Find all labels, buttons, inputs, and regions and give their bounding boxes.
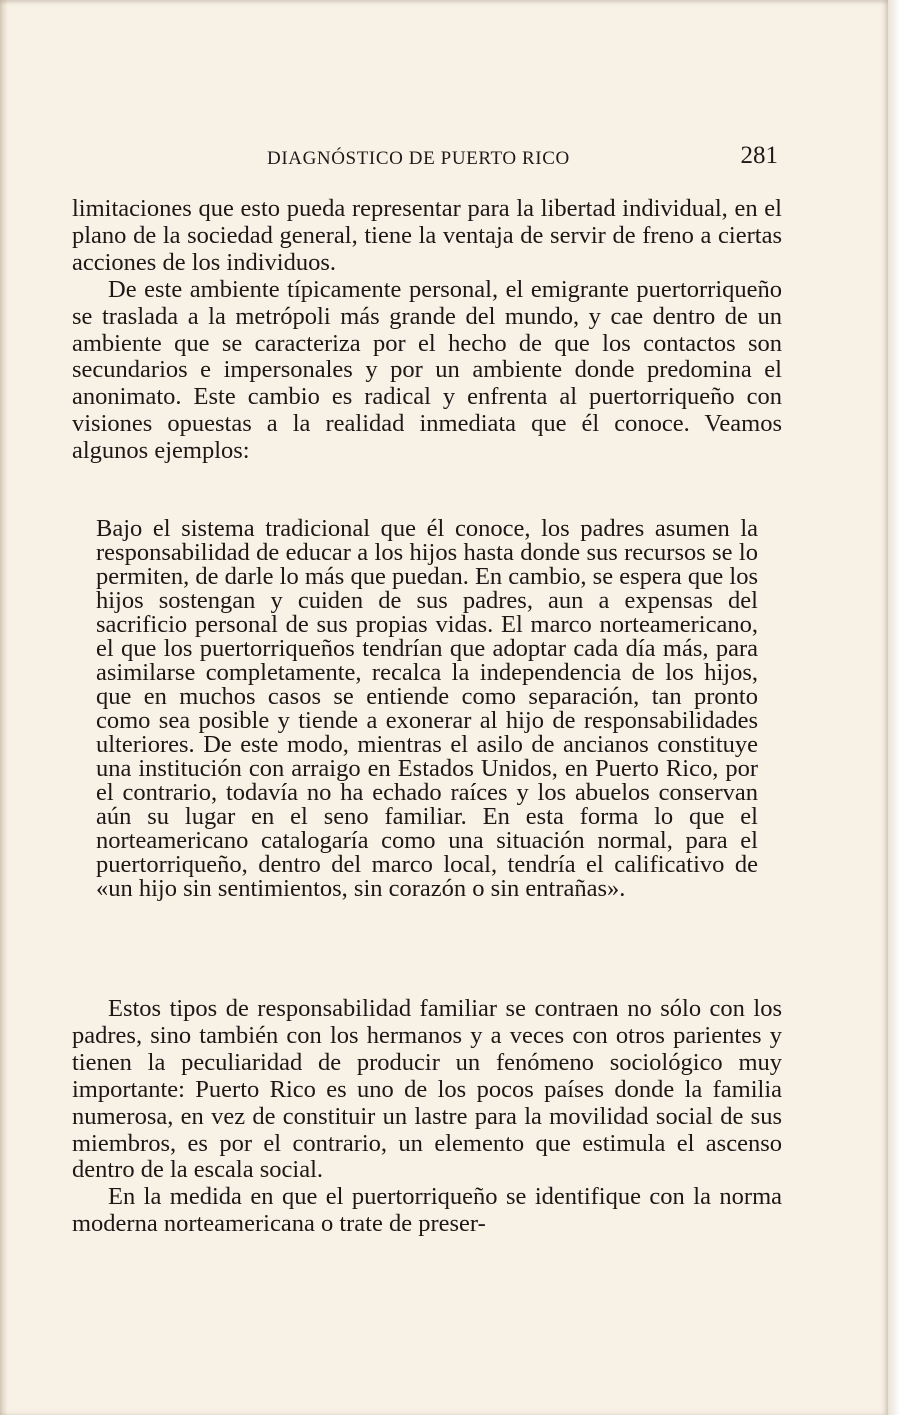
paragraph-1: limitaciones que esto pueda representar para la libertad individual, en el plano de la sociedad general, tiene la ventaja de servir de freno a ciertas acciones de los individuos. [72, 195, 782, 276]
body-text-bottom [72, 996, 782, 1238]
block-quote [96, 517, 758, 901]
page-binding-shadow [0, 0, 8, 1415]
paragraph-3: Estos tipos de responsabilidad familiar se contraen no sólo con los padres, sino también con los hermanos y a veces con otros parientes y tienen la peculiaridad de producir un fenómeno sociológico muy importante: Puerto Rico es uno de los pocos países donde la familia numerosa, en vez de constituir un lastre para la movilidad social de sus miembros, es por el contrario, un elemento que estimula el ascenso dentro de la escala social. [72, 995, 782, 1184]
running-title: DIAGNÓSTICO DE PUERTO RICO [267, 148, 570, 169]
page-edge [888, 0, 900, 1415]
running-header [72, 142, 784, 176]
quote-paragraph: Bajo el sistema tradicional que él conoce, los padres asumen la responsabilidad de educar a los hijos hasta donde sus recursos se lo permiten, de darle lo más que puedan. En cambio, se espera que los hijos sostengan y cuiden de sus padres, aun a expensas del sacrificio personal de sus propias vidas. El marco norteamericano, el que los puertorriqueños tendrían que adoptar cada día más, para asimilarse completamente, recalca la independencia de los hijos, que en muchos casos se entiende como separación, tan pronto como sea posible y tiende a exonerar al hijo de responsabilidades ulteriores. De este modo, mientras el asilo de ancianos constituye una institución con arraigo en Estados Unidos, en Puerto Rico, por el contrario, todavía no ha echado raíces y los abuelos conservan aún su lugar en el seno familiar. En esta forma lo que el norteamericano catalogaría como una situación normal, para el puertorriqueño, dentro del marco local, tendría el calificativo de «un hijo sin sentimientos, sin corazón o sin entrañas». [96, 515, 758, 902]
page-number: 281 [740, 142, 778, 169]
paragraph-2: De este ambiente típicamente personal, el emigrante puertorriqueño se traslada a la metrópoli más grande del mundo, y cae dentro de un ambiente que se caracteriza por el hecho de que los contactos son secundarios e impersonales y por un ambiente donde predomina el anonimato. Este cambio es radical y enfrenta al puertorriqueño con visiones opuestas a la realidad inmediata que él conoce. Veamos algunos ejemplos: [72, 275, 782, 465]
body-text-top [72, 196, 782, 465]
paragraph-4: En la medida en que el puertorriqueño se identifique con la norma moderna norteamericana o trate de preser- [72, 1183, 782, 1238]
